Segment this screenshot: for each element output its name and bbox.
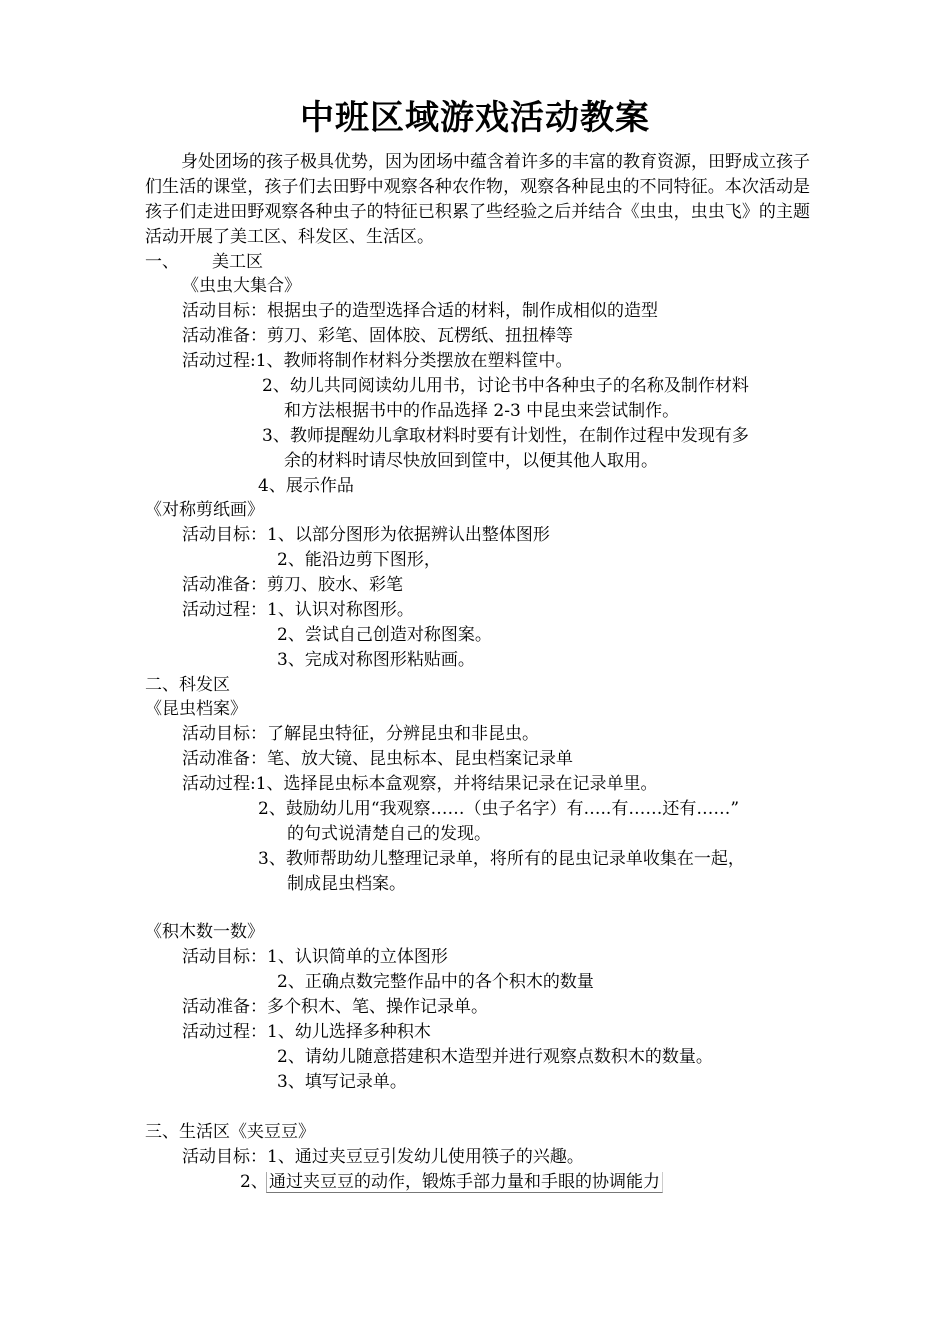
section-3-heading: 三、生活区《夹豆豆》 (145, 1122, 315, 1142)
section-1-heading: 美工区 (212, 252, 263, 272)
process-step: 3、完成对称图形粘贴画。 (277, 650, 475, 670)
activity-title: 《对称剪纸画》 (145, 500, 264, 520)
activity-prep: 活动准备：笔、放大镜、昆虫标本、昆虫档案记录单 (182, 749, 573, 769)
process-step: 3、教师帮助幼儿整理记录单，将所有的昆虫记录单收集在一起， (258, 849, 745, 869)
process-step-cont: 和方法根据书中的作品选择 2-3 中昆虫来尝试制作。 (284, 401, 680, 421)
activity-prep: 活动准备：多个积木、笔、操作记录单。 (182, 997, 488, 1017)
process-step-cont: 的句式说清楚自己的发现。 (287, 824, 491, 844)
intro-paragraph: 身处团场的孩子极具优势，因为团场中蕴含着许多的丰富的教育资源，田野成立孩子们生活的课堂，孩子们去田野中观察各种农作物，观察各种昆虫的不同特征。本次活动是孩子们走进田野观察各种虫子的特征已积累了些经验之后并结合《虫虫，虫虫飞》的主题活动开展了美工区、科发区、生活区。 (145, 152, 810, 247)
process-step-cont: 余的材料时请尽快放回到筐中，以便其他人取用。 (284, 451, 658, 471)
activity-process: 活动过程：1、认识对称图形。 (182, 600, 414, 620)
activity-process: 活动过程:1、教师将制作材料分类摆放在塑料筐中。 (182, 351, 573, 371)
section-1-number: 一、 (145, 252, 179, 272)
document-title: 中班区域游戏活动教案 (300, 98, 650, 138)
goal-item-boxed-text: 通过夹豆豆的动作，锻炼手部力量和手眼的协调能力 (266, 1172, 663, 1193)
goal-item-number: 2、 (240, 1172, 268, 1192)
activity-goal: 活动目标：1、认识简单的立体图形 (182, 947, 448, 967)
goal-item: 2、正确点数完整作品中的各个积木的数量 (277, 972, 594, 992)
activity-goal: 活动目标：根据虫子的造型选择合适的材料，制作成相似的造型 (182, 301, 658, 321)
activity-title: 《积木数一数》 (145, 922, 264, 942)
process-step: 2、幼儿共同阅读幼儿用书，讨论书中各种虫子的名称及制作材料 (262, 376, 749, 396)
process-step: 3、填写记录单。 (277, 1072, 407, 1092)
activity-process: 活动过程:1、选择昆虫标本盒观察，并将结果记录在记录单里。 (182, 774, 658, 794)
activity-goal: 活动目标：1、以部分图形为依据辨认出整体图形 (182, 525, 550, 545)
goal-item: 2、能沿边剪下图形， (277, 550, 441, 570)
activity-prep: 活动准备：剪刀、胶水、彩笔 (182, 575, 403, 595)
process-step-cont: 制成昆虫档案。 (287, 874, 406, 894)
activity-process: 活动过程：1、幼儿选择多种积木 (182, 1022, 431, 1042)
process-step: 3、教师提醒幼儿拿取材料时要有计划性，在制作过程中发现有多 (262, 426, 749, 446)
activity-prep: 活动准备：剪刀、彩笔、固体胶、瓦楞纸、扭扭棒等 (182, 326, 573, 346)
section-2-heading: 二、科发区 (145, 675, 230, 695)
activity-goal: 活动目标：1、通过夹豆豆引发幼儿使用筷子的兴趣。 (182, 1147, 584, 1167)
activity-goal: 活动目标：了解昆虫特征，分辨昆虫和非昆虫。 (182, 724, 539, 744)
process-step: 4、展示作品 (258, 476, 354, 496)
process-step: 2、鼓励幼儿用“我观察……（虫子名字）有…..有……还有……” (258, 799, 740, 819)
goal-item-text (266, 1170, 663, 1195)
process-step: 2、请幼儿随意搭建积木造型并进行观察点数积木的数量。 (277, 1047, 713, 1067)
process-step: 2、尝试自己创造对称图案。 (277, 625, 492, 645)
activity-title: 《昆虫档案》 (145, 699, 247, 719)
activity-title: 《虫虫大集合》 (182, 276, 301, 296)
